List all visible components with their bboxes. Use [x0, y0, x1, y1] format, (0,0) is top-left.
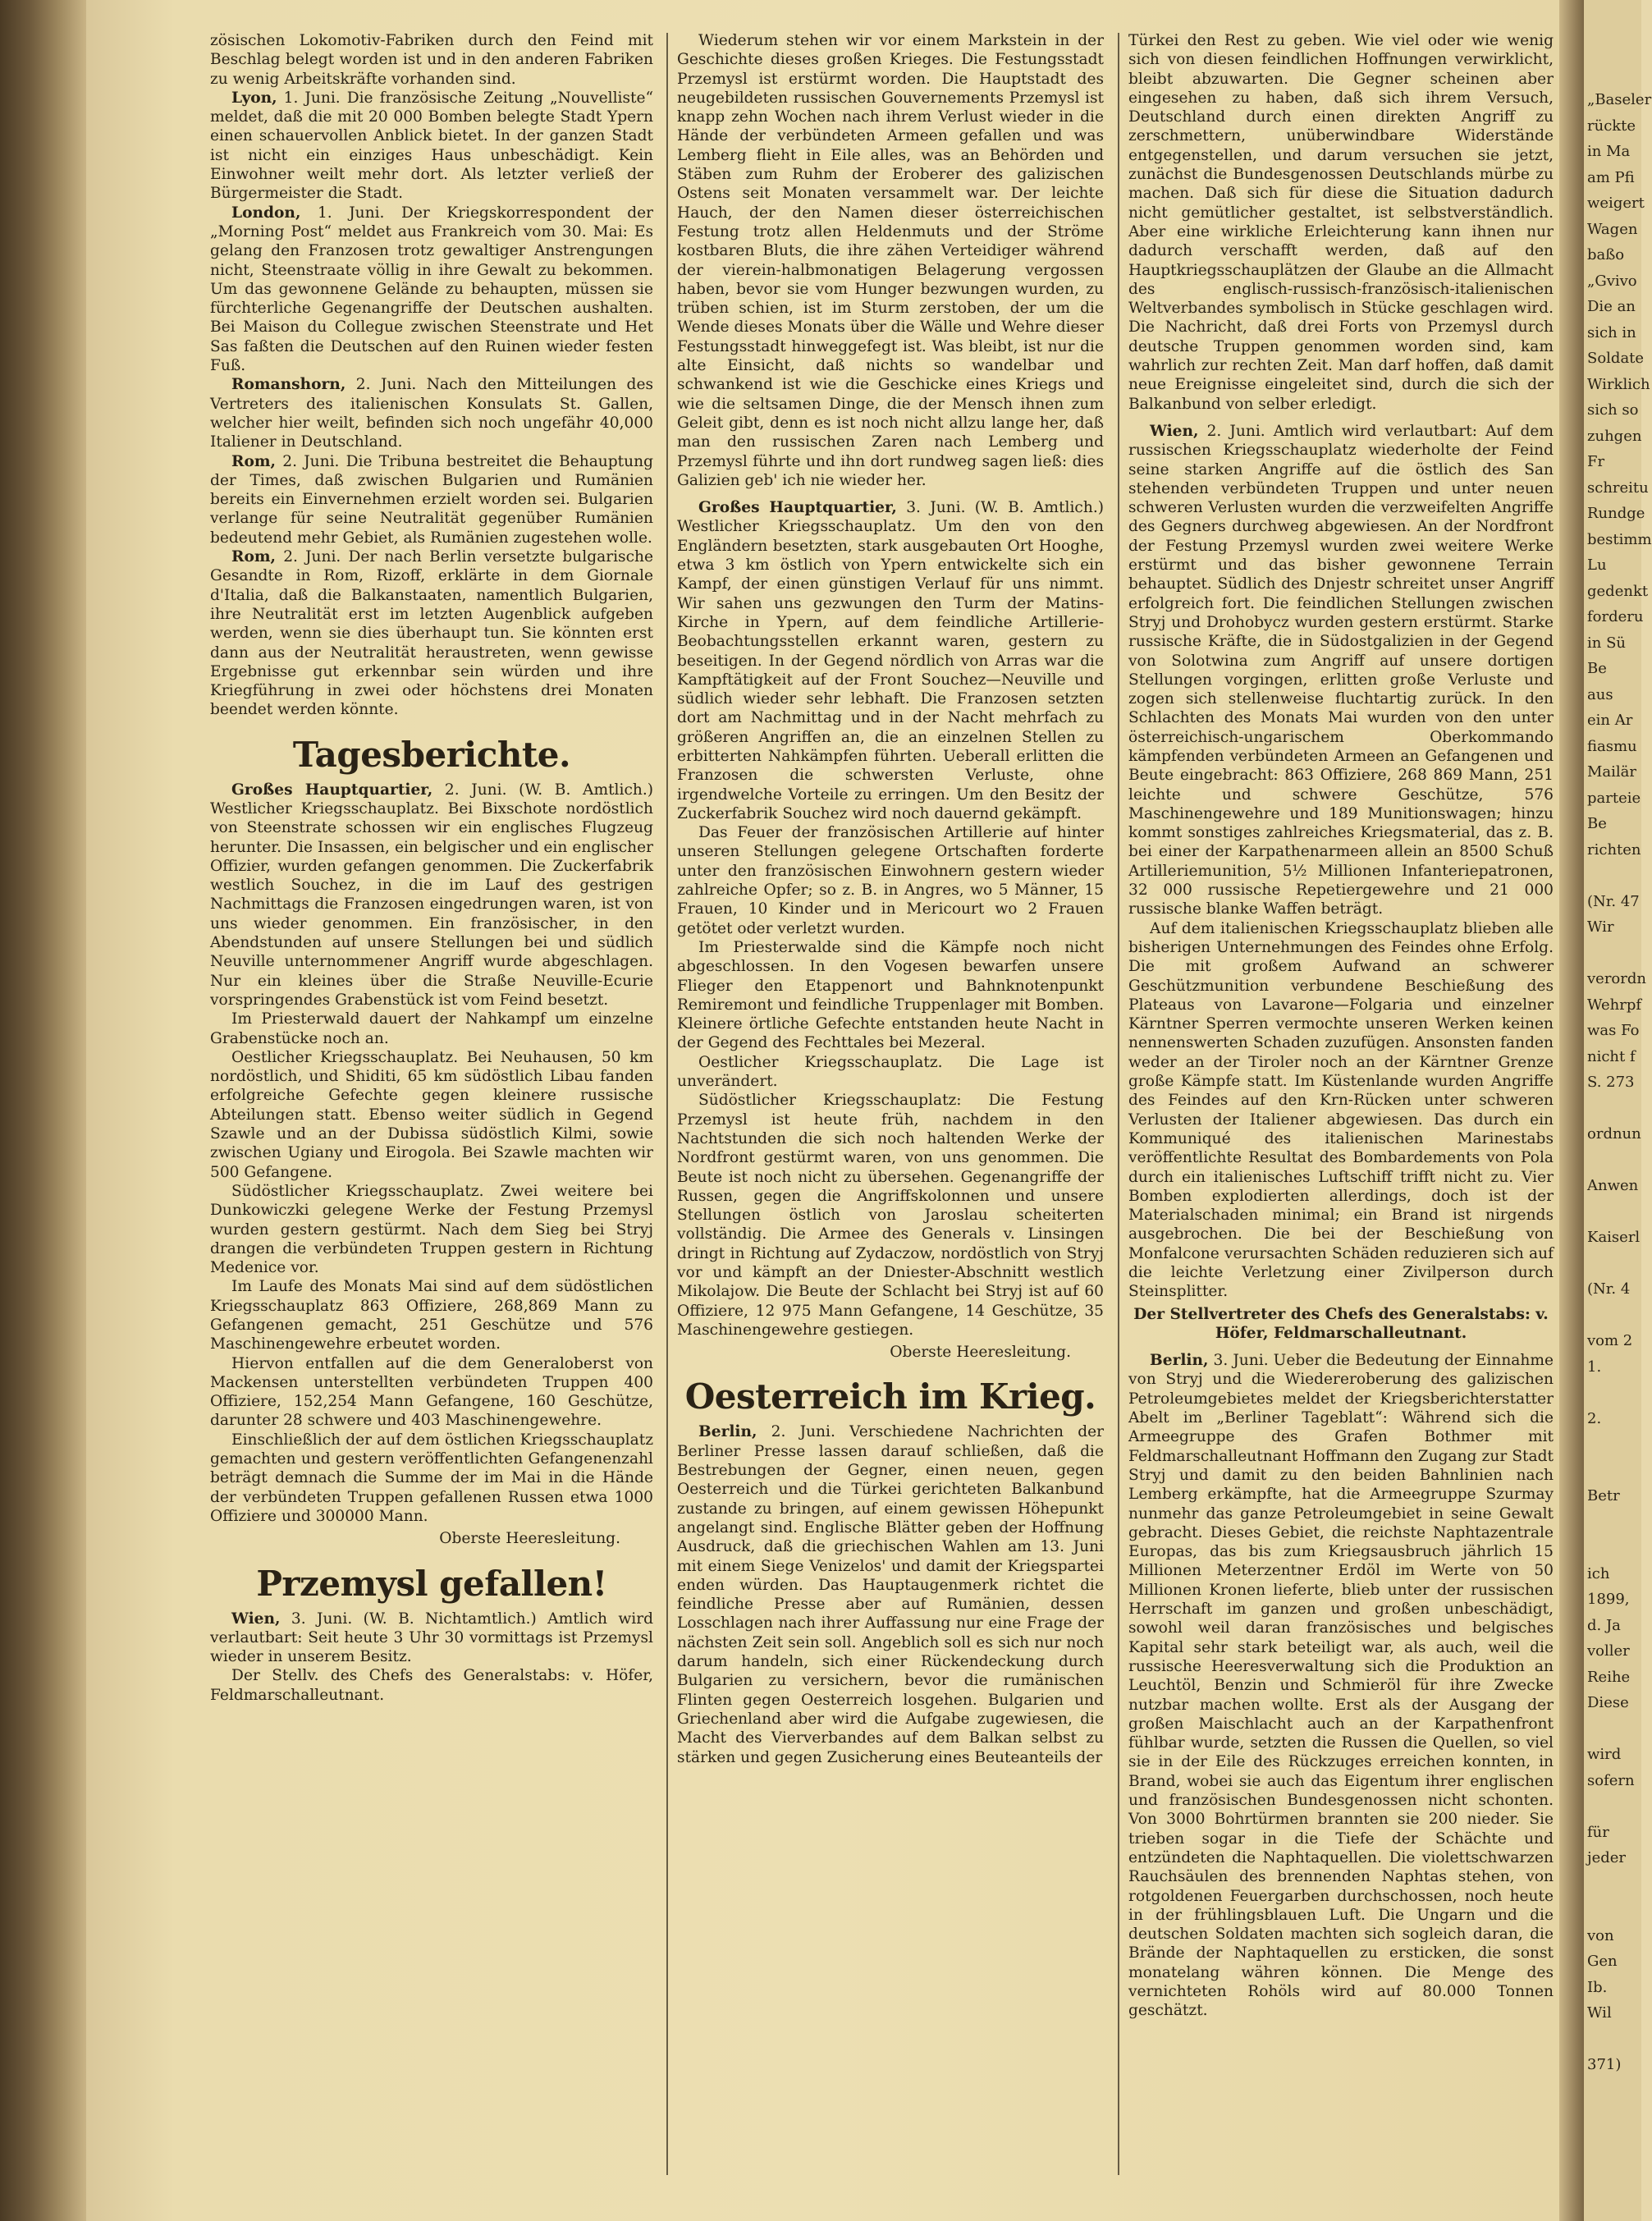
adjacent-page-fragment: Anwen	[1587, 1177, 1639, 1194]
adjacent-page-fragment: bestimm	[1587, 530, 1652, 548]
article-paragraph	[210, 204, 653, 376]
article-paragraph	[210, 547, 653, 720]
adjacent-page-fragment: in Sü	[1587, 634, 1626, 652]
dateline: Rom,	[231, 452, 277, 470]
adjacent-page-fragment: Mailär	[1587, 763, 1637, 781]
adjacent-page-fragment: ich	[1587, 1564, 1610, 1582]
adjacent-page-fragment: zuhgen	[1587, 427, 1642, 445]
article-text: 2. Juni. Der nach Berlin versetzte bulgarische Gesandte in Rom, Rizoff, erklärte in dem Giornale d'Italia, daß die Balkanstaaten, namentlich Bulgarien, ihre Neutralität erst im letzten Augenblick aufgeben werden, wenn sie dies überhaupt tun. Sie könnten erst dann aus der Neutralität heraustreten, wenn gewisse Ergebnisse gut erkennbar sein würden und ihre Kriegführung in zwei oder höchstens drei Monaten beendet werden könnte.	[210, 548, 653, 719]
adjacent-page-fragment: d. Ja	[1587, 1616, 1621, 1634]
adjacent-page-fragment: ein Ar	[1587, 712, 1633, 729]
article-text: 1. Juni. Die französische Zeitung „Nouvelliste“ meldet, daß die mit 20 000 Bomben belegte Stadt Ypern einen schauervollen Anblick bietet. In der ganzen Stadt ist nicht ein einziges Haus unbeschädigt. Kein Einwohner weilt mehr dort. Als letzter verließ der Bürgermeister die Stadt.	[210, 89, 653, 203]
adjacent-page-fragment: Die an	[1587, 298, 1636, 315]
article-paragraph	[677, 1422, 1104, 1766]
column-3	[1128, 31, 1554, 2182]
dateline: Romanshorn,	[231, 376, 346, 394]
article-paragraph: Das Feuer der französischen Artillerie auf hinter unseren Stellungen gelegene Ortschaften forderte unter den französischen Einwohnern gestern wieder zahlreiche Opfer; so z. B. in Angres, wo 5 Männer, 15 Frauen, 10 Kinder und in Mericourt wo 2 Frauen getötet oder verletzt wurden.	[677, 824, 1104, 937]
article-paragraph: Wiederum stehen wir vor einem Markstein in der Geschichte dieses großen Krieges. Die Festungsstadt Przemysl ist erstürmt worden. Die Hauptstadt des neugebildeten russischen Gouvernements Przemysl ist knapp zehn Wochen nach ihrem Verlust wieder in die Hände der verbündeten Armeen gefallen und was Lemberg flieht in Eile alles, was an Behörden und Stäben zum Ruhm der Eroberer des galizischen Ostens seit Monaten versammelt war. Der leichte Hauch, der den Namen dieser österreichischen Festung trotz allen Heldenmuts und der Ströme kostbaren Bluts, die ihre zähen Verteidiger während der vierein-halbmonatigen Belagerung vergossen haben, bevor sie vom Hunger bezwungen wurden, zu trüben schien, ist im Sturm zerstoben, der um die Wende dieses Monats über die Wälle und Wehre dieser Festungsstadt hinweggefegt ist. Was bleibt, ist nur die alte Einsicht, daß nichts so wandelbar und schwankend ist wie die Geschicke eines Kriegs und wie die seltsamen Dinge, die der Mensch ihnen zum Geleit gibt, denn es ist noch nicht allzu lange her, daß man den russischen Zaren nach Lemberg und Przemysl führte und ihn dort rundweg sagen ließ: dies Galizien geb' ich nie wieder her.	[677, 32, 1104, 489]
article-paragraph	[210, 89, 653, 204]
article-paragraph: Oestlicher Kriegsschauplatz. Bei Neuhausen, 50 km nordöstlich, und Shiditi, 65 km südöstlich Libau fanden erfolgreiche Gefechte gegen kleinere russische Abteilungen statt. Ebenso weiter südlich in Gegend Szawle und an der Dubissa südöstlich Kilmi, sowie zwischen Ugiany und Eirogola. Bei Szawle machten wir 500 Gefangene.	[210, 1048, 653, 1181]
article-paragraph: Südöstlicher Kriegsschauplatz: Die Festung Przemysl ist heute früh, nachdem in den Nachtstunden die sich noch haltenden Werke der Nordfront gestürmt waren, von uns genommen. Die Beute ist noch nicht zu übersehen. Gegenangriffe der Russen, gegen die Angriffskolonnen und unsere Stellungen östlich von Jaroslau scheiterten vollständig. Die Armee des Generals v. Linsingen dringt in Richtung auf Zydaczow, nordöstlich von Stryj vor und kämpft an der Dniester-Abschnitt westlich Mikolajow. Die Beute der Schlacht bei Stryj ist auf 60 Offiziere, 12 975 Mann Gefangene, 14 Geschütze, 35 Maschinengewehre gestiegen.	[677, 1092, 1104, 1339]
adjacent-page-fragment: forderu	[1587, 608, 1644, 625]
dateline: Wien,	[1150, 422, 1199, 440]
dateline: Wien,	[231, 1610, 281, 1628]
adjacent-page-fragment: Rundge	[1587, 505, 1645, 522]
article-text: 3. Juni. (W. B. Nichtamtlich.) Amtlich wird verlautbart: Seit heute 3 Uhr 30 vormittags ist Przemysl wieder in unserem Besitz.	[210, 1610, 653, 1666]
adjacent-page-fragment: voller	[1587, 1642, 1630, 1660]
adjacent-page-fragment: jeder	[1587, 1849, 1627, 1866]
adjacent-page-fragment: baßo	[1587, 246, 1625, 263]
adjacent-page-fragment: Soldate	[1587, 350, 1645, 367]
adjacent-page-fragment: Wirklich	[1587, 375, 1650, 393]
adjacent-page-fragment: parteie	[1587, 789, 1641, 807]
adjacent-page-fragment: in Ma	[1587, 143, 1631, 160]
adjacent-page-fragment: „Gvivo	[1587, 272, 1637, 290]
adjacent-page-fragment: 1.	[1587, 1358, 1602, 1376]
section-heading: Tagesberichte.	[292, 734, 571, 775]
article-text: 2. Juni. Amtlich wird verlautbart: Auf dem russischen Kriegsschauplatz wiederholte der Feind seine starken Angriffe auf die östlich des San stehenden verbündeten Truppen und unter neuen schweren Verlusten wurden die verzweifelten Angriffe des Gegners durchweg abgewiesen. An der Nordfront der Festung Przemysl wurden zwei weitere Werke erstürmt und das bisher gewonnene Terrain behauptet. Südlich des Dnjestr schreitet unser Angriff erfolgreich fort. Die feindlichen Stellungen zwischen Stryj und Drohobycz wurden gestern erstürmt. Starke russische Kräfte, die in Südostgalizien in der Gegend von Solotwina zum Angriff auf unsere dortigen Stellungen vorgingen, erlitten große Verluste und zogen sich stellenweise fluchtartig zurück. In den Schlachten des Monats Mai wurden von den unter österreichisch-ungarischem Oberkommando kämpfenden verbündeten Armeen an Gefangenen und Beute eingebracht: 863 Offiziere, 268 869 Mann, 251 leichte und schwere Geschütze, 576 Maschinengewehre und 189 Munitionswagen; hinzu kommt sonstiges zahlreiches Kriegsmaterial, das z. B. bei einer der Karpathenarmeen allein an 8500 Schuß Artilleriemunition, 5½ Millionen Infanteriepatronen, 32 000 russische Repetiergewehre und 21 000 russische blanke Waffen beträgt.	[1128, 422, 1554, 918]
article-text: 3. Juni. (W. B. Amtlich.) Westlicher Kriegsschauplatz. Um den von den Engländern besetzten, stark ausgebauten Ort Hooghe, etwa 3 km östlich von Ypern entwickelte sich ein Kampf, der einen günstigen Verlauf für uns nimmt. Wir sahen uns gezwungen den Turm der Matins-Kirche in Ypern, auf dem feindliche Artillerie-Beobachtungsstellen erkannt waren, gestern zu beseitigen. In der Gegend nördlich von Arras war die Kampftätigkeit auf der Front Souchez—Neuville und südlich wieder sehr lebhaft. Die Franzosen setzten dort am Nachmittag und in der Nacht mehrfach zu größeren Angriffen an, die an einzelnen Stellen zu erbitterten Nahkämpfen führten. Ueberall erlitten die Franzosen die schwersten Verluste, ohne irgendwelche Vorteile zu erringen. Um den Besitz der Zuckerfabrik Souchez wird noch dauernd gekämpft.	[677, 499, 1104, 822]
article-paragraph: zösischen Lokomotiv-Fabriken durch den Feind mit Beschlag belegt worden ist und in den anderen Fabriken zu wenig Arbeitskräfte vorhanden sind.	[210, 32, 653, 88]
article-paragraph: Im Priesterwald dauert der Nahkampf um einzelne Grabenstücke noch an.	[210, 1010, 653, 1047]
adjacent-page-fragment: fiasmu	[1587, 737, 1637, 755]
adjacent-page-fragment: nicht f	[1587, 1047, 1636, 1065]
adjacent-page-fragment: sofern	[1587, 1771, 1635, 1789]
article-paragraph	[210, 1610, 653, 1667]
adjacent-page-fragment: (Nr. 4	[1587, 1280, 1631, 1298]
article-text: 2. Juni. Verschiedene Nachrichten der Berliner Presse lassen darauf schließen, daß die Bestrebungen der Gegner, einen neuen, gegen Oesterreich und die Türkei gerichteten Balkanbund zustande zu bringen, auf einem gewissen Höhepunkt angelangt sind. Englische Blätter geben der Hoffnung Ausdruck, daß die griechischen Wahlen am 13. Juni mit einem Siege Venizelos' und damit der Kriegspartei enden würden. Das Hauptaugenmerk richtet die feindliche Presse aber auf Rumänien, dessen Losschlagen nach ihrer Auffassung nur eine Frage der nächsten Zeit sein soll. Angeblich soll es sich nur noch darum handeln, sich einer Rückendeckung durch Bulgarien zu versichern, bevor die rumänischen Flinten gegen Oesterreich losgehen. Bulgarien und Griechenland aber wird die Aufgabe zugewiesen, die Macht des Vierverbandes auf dem Balkan selbst zu stärken und gegen Zusicherung eines Beuteanteils der	[677, 1423, 1104, 1766]
adjacent-page-fragment: verordn	[1587, 970, 1646, 987]
adjacent-page-fragment: Diese	[1587, 1694, 1629, 1711]
article-paragraph: Im Laufe des Monats Mai sind auf dem südöstlichen Kriegsschauplatz 863 Offiziere, 268,869 Mann zu Gefangenen gemacht, 251 Geschütze und 576 Maschinengewehre erbeutet worden.	[210, 1278, 653, 1353]
article-paragraph	[1128, 1351, 1554, 2020]
signature-line: Oberste Heeresleitung.	[439, 1530, 620, 1548]
column-rule	[666, 33, 668, 2175]
dateline: Großes Hauptquartier,	[698, 499, 897, 517]
article-text: 2. Juni. Nach den Mitteilungen des Vertreters des italienischen Konsulats St. Gallen, welcher hier weilt, befinden sich noch ungefähr 40,000 Italiener in Deutschland.	[210, 376, 653, 451]
section-heading: Oesterreich im Krieg.	[684, 1376, 1096, 1417]
article-paragraph: Oestlicher Kriegsschauplatz. Die Lage ist unverändert.	[677, 1053, 1104, 1091]
adjacent-page-fragment: 371)	[1587, 2056, 1622, 2073]
adjacent-page-fragment: wird	[1587, 1746, 1622, 1763]
adjacent-page-fragment: Gen	[1587, 1953, 1618, 1970]
article-text: 1. Juni. Der Kriegskorrespondent der „Morning Post“ meldet aus Frankreich vom 30. Mai: Es gelang den Franzosen trotz gewaltiger Anstrengungen nicht, Steenstraate völlig in ihre Gewalt zu bekommen. Um das gewonnene Gelände zu behaupten, müssen sie fürchterliche Gegenangriffe der Deutschen aushalten. Bei Maison du Collegue zwischen Steenstrate und Het Sas faßten die Deutschen auf den Ruinen wieder festen Fuß.	[210, 204, 653, 375]
article-paragraph: Der Stellv. des Chefs des Generalstabs: v. Höfer, Feldmarschalleutnant.	[210, 1667, 653, 1704]
adjacent-page-fragment: Be	[1587, 815, 1607, 832]
adjacent-page-fragment: Be	[1587, 660, 1607, 677]
adjacent-page-fragment: ordnun	[1587, 1125, 1641, 1143]
dateline: Großes Hauptquartier,	[231, 781, 433, 799]
adjacent-page-fragment: sich so	[1587, 401, 1639, 419]
dateline: Rom,	[231, 548, 277, 566]
column-1	[210, 31, 653, 2182]
adjacent-page-fragment: was Fo	[1587, 1022, 1640, 1039]
section-heading: Przemysl gefallen!	[256, 1563, 607, 1604]
article-text: 2. Juni. Die Tribuna bestreitet die Behauptung der Times, daß zwischen Bulgarien und Rumänien bereits ein Einvernehmen erzielt worden sei. Bulgarien verlange für seine Neutralität gegenüber Rumänien bedeutend mehr Gebiet, als Rumänien zugestehen wolle.	[210, 452, 653, 547]
adjacent-page-fragment: Reihe	[1587, 1668, 1631, 1686]
adjacent-page-fragment: am Pfi	[1587, 168, 1635, 186]
page-gutter	[1559, 0, 1584, 2221]
signature-line: Der Stellvertreter des Chefs des Generalstabs: v. Höfer, Feldmarschalleutnant.	[1133, 1305, 1549, 1342]
article-text: 2. Juni. (W. B. Amtlich.) Westlicher Kriegsschauplatz. Bei Bixschote nordöstlich von Steenstrate schossen wir ein englisches Flugzeug herunter. Die Insassen, ein belgischer und ein englischer Offizier, wurden gefangen genommen. Die Zuckerfabrik westlich Souchez, in die im Lauf des gestrigen Nachmittags die Franzosen eingedrungen waren, ist von uns wieder genommen. Ein französischer, in den Abendstunden auf unsere Stellungen bei und südlich Neuville unternommener Angriff wurde abgeschlagen. Nur ein kleines über die Straße Neuville-Ecurie vorspringendes Grabenstück ist vom Feind besetzt.	[210, 781, 653, 1009]
article-text: 3. Juni. Ueber die Bedeutung der Einnahme von Stryj und die Wiedereroberung des galizischen Petroleumgebietes meldet der Kriegsberichterstatter Abelt im „Berliner Tageblatt“: Während sich die Armeegruppe des Grafen Bothmer mit Feldmarschalleutnant Hoffmann den Zugang zur Stadt Stryj und damit zu den beiden Bahnlinien nach Lemberg erkämpfte, hat die Armeegruppe Szurmay nunmehr das ganze Petroleumgebiet in seine Gewalt gebracht. Dieses Gebiet, die reichste Naphtazentrale Europas, das bis zum Kriegsausbruch jährlich 15 Millionen Meterzentner Erdöl im Werte von 50 Millionen Kronen lieferte, blieb unter der russischen Herrschaft im ganzen und großen unbeschädigt, sowohl weil daran französisches und belgisches Kapital sehr stark beteiligt war, als auch, weil die russische Heeresverwaltung sich die Produktion an Leuchtöl, Benzin und Schmieröl für ihre Zwecke nutzbar machen wollte. Erst als der Ausgang der großen Maischlacht auch an der Karpathenfront fühlbar wurde, setzten die Russen die Quellen, so viel sie in der Eile des Rückzuges erreichen konnten, in Brand, wobei sie auch das Eigentum ihrer englischen und französischen Bundesgenossen nicht schonten. Von 3000 Bohrtürmen brannten sie 200 nieder. Sie trieben sogar in die Tiefe der Schächte und entzündeten die Naphtaquellen. Die violettschwarzen Rauchsäulen des brennenden Naphtas stehen, von rotgoldenen Feuergarben durchschossen, noch heute in der frühlingsblauen Luft. Die Ungarn und die deutschen Soldaten machten sich sogleich daran, die Brände der Naphtaquellen zu ersticken, die sonst monatelang währen können. Die Menge des vernichteten Rohöls wird auf 80.000 Tonnen geschätzt.	[1128, 1352, 1554, 2020]
article-paragraph: Türkei den Rest zu geben. Wie viel oder wie wenig sich von diesen feindlichen Hoffnungen verwirklicht, bleibt abzuwarten. Die Gegner scheinen aber eingesehen zu haben, daß sich ihrem Versuch, Deutschland durch einen direkten Angriff zu zerschmettern, unüberwindbare Widerstände entgegenstellen, und darum versuchen sie jetzt, zunächst die Bundesgenossen Deutschlands mürbe zu machen. Daß sich für diese die Situation dadurch nicht gemütlicher gestaltet, ist selbstverständlich. Aber eine wirkliche Erleichterung kann ihnen nur dadurch verschafft werden, daß auf den Hauptkriegsschauplätzen der Glaube an die Allmacht des englisch-russisch-französisch-italienischen Weltverbandes symbolisch in Stücke geschlagen wird. Die Nachricht, daß drei Forts von Przemysl durch deutsche Truppen genommen worden sind, kam wahrlich zur rechten Zeit. Man darf hoffen, daß damit neue Ereignisse eingeleitet sind, durch die sich der Balkanbund von selber erledigt.	[1128, 32, 1554, 413]
dateline: Lyon,	[231, 89, 277, 107]
adjacent-page-fragment: für	[1587, 1823, 1609, 1841]
dateline: London,	[231, 204, 301, 222]
adjacent-page-fragment: Lu	[1587, 556, 1607, 574]
adjacent-page-fragment: richten	[1587, 840, 1641, 859]
dateline: Berlin,	[1150, 1352, 1209, 1370]
adjacent-page-fragment: Kaiserl	[1587, 1229, 1641, 1246]
adjacent-page-fragment: Wir	[1587, 918, 1614, 936]
article-paragraph	[210, 375, 653, 451]
article-paragraph	[210, 452, 653, 547]
article-paragraph: Einschließlich der auf dem östlichen Kriegsschauplatz gemachten und gestern veröffentlichten Gefangenenzahl beträgt demnach die Summe der im Mai in die Hände der verbündeten Truppen gefallenen Russen etwa 1000 Offiziere und 300000 Mann.	[210, 1431, 653, 1525]
adjacent-page-fragment: „Baseler	[1587, 91, 1652, 108]
adjacent-page-fragment: Wehrpf	[1587, 996, 1642, 1014]
article-paragraph: Südöstlicher Kriegsschauplatz. Zwei weitere bei Dunkowiczki gelegene Werke der Festung Przemysl wurden gestern gestürmt. Nach dem Sieg bei Stryj drangen die verbündeten Truppen gestern in Richtung Medenice vor.	[210, 1182, 653, 1277]
adjacent-page-fragment: aus	[1587, 685, 1613, 703]
adjacent-page-fragment: vom 2	[1587, 1332, 1633, 1349]
article-paragraph: Hiervon entfallen auf die dem Generaloberst von Mackensen unterstellten verbündeten Truppen 400 Offiziere, 152,254 Mann Gefangene, 160 Geschütze, darunter 28 schwere und 403 Maschinengewehre.	[210, 1354, 653, 1430]
adjacent-page-fragment: Wagen	[1587, 220, 1638, 238]
adjacent-page-strip	[1584, 0, 1652, 2221]
adjacent-page-fragment: Fr	[1587, 453, 1605, 470]
article-paragraph: Auf dem italienischen Kriegsschauplatz blieben alle bisherigen Unternehmungen des Feindes ohne Erfolg. Die mit großem Aufwand an schwerer Geschützmunition verbundene Beschießung des Plateaus von Lavarone—Folgaria und einzelner Kärntner Sperren vermochte unseren Werken keinen nennenswerten Schaden zuzufügen. Ansonsten fanden weder an der Tiroler noch an der Kärntner Grenze große Kämpfe statt. Im Küstenlande wurden Angriffe des Feindes auf den Krn-Rücken unter schweren Verlusten der Italiener abgewiesen. Das durch ein Kommuniqué des italienischen Marinestabs veröffentlichte Resultat des Bombardements von Pola durch ein italienisches Luftschiff trifft nicht zu. Vier Bomben explodierten allerdings, doch ist der Materialschaden minimal; ein Brand ist nirgends ausgebrochen. Die bei der Beschießung von Monfalcone verursachten Schäden reduzieren sich auf die leichte Verletzung einer Zivilperson durch Steinsplitter.	[1128, 919, 1554, 1301]
adjacent-page-fragment: 2.	[1587, 1409, 1602, 1427]
adjacent-page-fragment: schreitu	[1587, 479, 1649, 497]
adjacent-page-fragment: Wil	[1587, 2004, 1612, 2022]
adjacent-page-fragment: (Nr. 47	[1587, 892, 1640, 910]
book-binding-edge	[0, 0, 86, 2221]
adjacent-page-fragment: rückte	[1587, 117, 1636, 135]
article-paragraph	[210, 781, 653, 1010]
column-rule	[1118, 33, 1119, 2175]
adjacent-page-fragment: sich in	[1587, 323, 1636, 341]
dateline: Berlin,	[698, 1423, 757, 1441]
column-2	[677, 31, 1104, 2182]
adjacent-page-fragment: Betr	[1587, 1487, 1620, 1504]
adjacent-page-fragment: Ib.	[1587, 1978, 1608, 1996]
adjacent-page-fragment: S. 273	[1587, 1074, 1635, 1091]
article-paragraph	[1128, 422, 1554, 919]
adjacent-page-fragment: von	[1587, 1926, 1614, 1944]
adjacent-page-fragment: weigert	[1587, 195, 1645, 212]
adjacent-page-fragment: gedenkt	[1587, 582, 1649, 600]
signature-line: Oberste Heeresleitung.	[890, 1344, 1071, 1362]
article-paragraph	[677, 498, 1104, 823]
article-paragraph: Im Priesterwalde sind die Kämpfe noch nicht abgeschlossen. In den Vogesen bewarfen unsere Flieger den Etappenort und Bahnknotenpunkt Remiremont und feindliche Truppenlager mit Bomben. Kleinere örtliche Gefechte entstanden heute Nacht in der Gegend des Fechttales bei Mezeral.	[677, 938, 1104, 1052]
adjacent-page-fragment: 1899,	[1587, 1591, 1630, 1608]
